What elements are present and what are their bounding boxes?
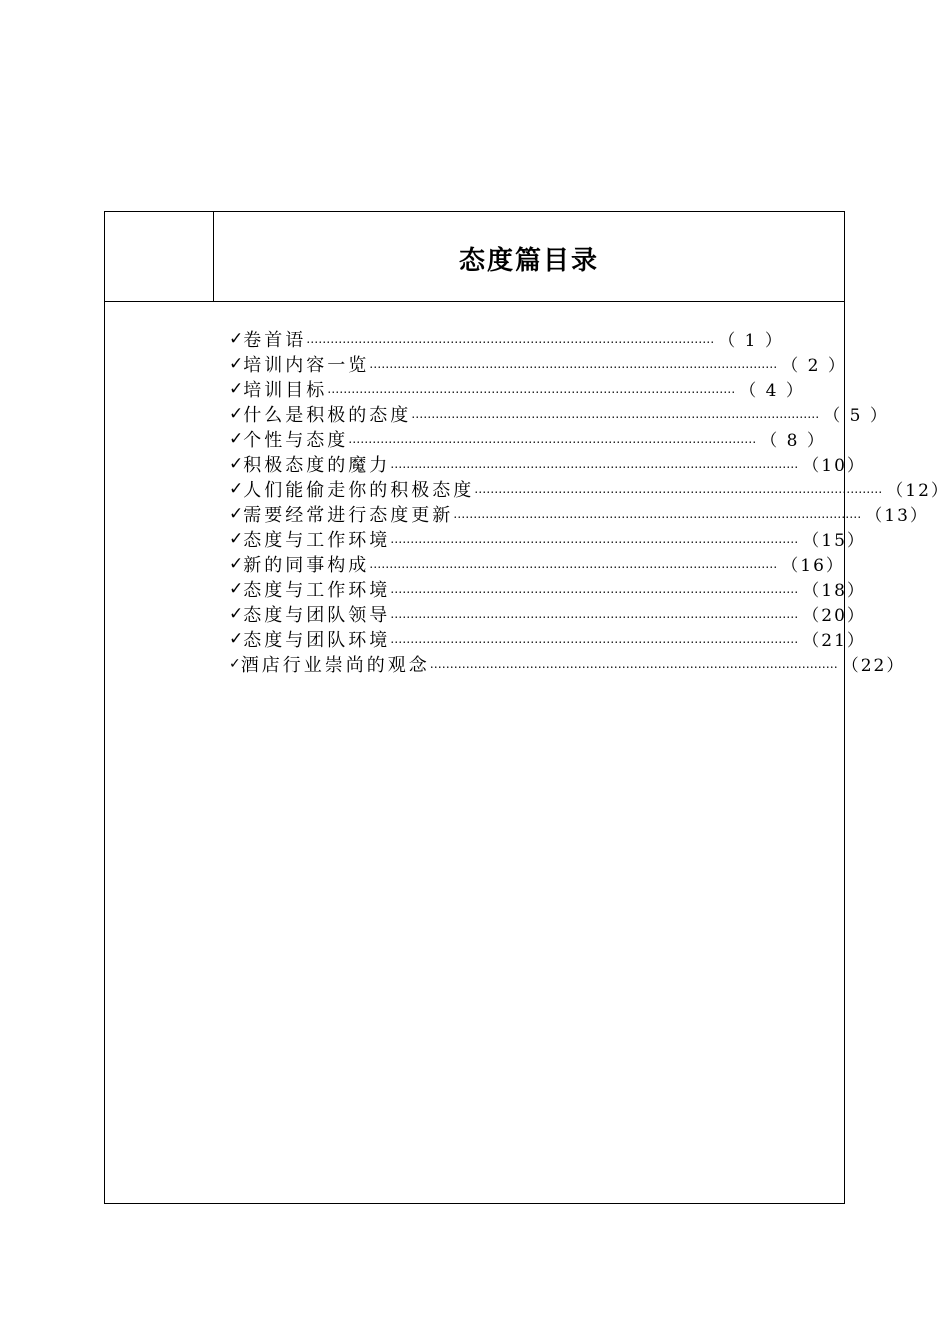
checkmark-icon: ✓ (229, 553, 244, 574)
toc-page-number: （21） (802, 631, 866, 651)
toc-page-number: （16） (781, 556, 845, 576)
toc-page-number: （ 8 ） (760, 431, 826, 451)
toc-page-number: （12） (886, 481, 950, 501)
toc-entry-title: 态度与工作环境 (243, 529, 391, 551)
toc-entry[interactable] (229, 376, 805, 401)
toc-page-number: （22） (841, 656, 906, 676)
toc-page-number: （10） (802, 456, 866, 476)
toc-entry-title: 积极态度的魔力 (243, 454, 391, 476)
toc-entry-title: 培训目标 (243, 379, 328, 401)
toc-page-number: （ 1 ） (718, 331, 784, 351)
toc-dot-leader: ………………………………………………………………………………………… (390, 581, 799, 596)
toc-entry-title: 态度与团队领导 (243, 604, 391, 626)
page-title: 态度篇目录 (458, 246, 599, 276)
checkmark-icon: ✓ (229, 428, 244, 449)
toc-page-number: （15） (802, 531, 866, 551)
toc-entry[interactable] (229, 626, 866, 651)
toc-page-number: （13） (865, 506, 929, 526)
toc-entry-title: 酒店行业崇尚的观念 (240, 654, 430, 676)
toc-dot-leader: ………………………………………………………………………………………… (390, 456, 799, 471)
toc-dot-leader: ………………………………………………………………………………………… (390, 606, 799, 621)
toc-entry[interactable] (229, 451, 866, 476)
toc-entry-title: 卷首语 (243, 329, 307, 351)
toc-entry-title: 什么是积极的态度 (243, 404, 412, 426)
toc-page-number: （ 4 ） (739, 381, 805, 401)
toc-entry[interactable] (229, 551, 845, 576)
toc-dot-leader: ………………………………………………………………………………………… (429, 656, 838, 671)
toc-entry-title: 个性与态度 (243, 429, 349, 451)
checkmark-icon: ✓ (229, 403, 244, 424)
checkmark-icon: ✓ (229, 353, 244, 374)
toc-dot-leader: ………………………………………………………………………………………… (411, 406, 820, 421)
checkmark-icon: ✓ (229, 603, 244, 624)
header-row (105, 212, 844, 302)
toc-page-number: （ 2 ） (781, 356, 847, 376)
toc-entry[interactable] (229, 601, 866, 626)
toc-entry[interactable] (229, 401, 889, 426)
checkmark-icon: ✓ (229, 478, 244, 499)
toc-entry-title: 态度与团队环境 (243, 629, 391, 651)
toc-page-number: （18） (802, 581, 866, 601)
document-frame (104, 211, 950, 1204)
toc-entry[interactable] (229, 351, 847, 376)
toc-entry-title: 需要经常进行态度更新 (243, 504, 454, 526)
checkmark-icon: ✓ (229, 503, 244, 524)
toc-entry-title: 态度与工作环境 (243, 579, 391, 601)
toc-dot-leader: ………………………………………………………………………………………… (474, 481, 883, 496)
toc-dot-leader: ………………………………………………………………………………………… (369, 556, 778, 571)
toc-dot-leader: ………………………………………………………………………………………… (390, 531, 799, 546)
toc-entry[interactable] (229, 501, 929, 526)
toc-entry-title: 人们能偷走你的积极态度 (243, 479, 475, 501)
checkmark-icon: ✓ (229, 655, 241, 672)
checkmark-icon: ✓ (229, 453, 244, 474)
toc-page-number: （ 5 ） (823, 406, 889, 426)
toc-entry[interactable] (229, 651, 906, 676)
toc-dot-leader: ………………………………………………………………………………………… (327, 381, 736, 396)
toc-entry[interactable] (229, 576, 866, 601)
toc-dot-leader: ………………………………………………………………………………………… (369, 356, 778, 371)
toc-dot-leader: ………………………………………………………………………………………… (306, 331, 715, 346)
checkmark-icon: ✓ (229, 528, 244, 549)
toc-dot-leader: ………………………………………………………………………………………… (390, 631, 799, 646)
toc-entry-title: 培训内容一览 (243, 354, 370, 376)
toc-entry-title: 新的同事构成 (243, 554, 370, 576)
toc-entry[interactable] (229, 426, 826, 451)
toc-page-number: （20） (802, 606, 866, 626)
table-of-contents (229, 326, 950, 676)
checkmark-icon: ✓ (229, 378, 244, 399)
toc-entry[interactable] (229, 476, 950, 501)
toc-entry[interactable] (229, 326, 784, 351)
toc-dot-leader: ………………………………………………………………………………………… (348, 431, 757, 446)
toc-entry[interactable] (229, 526, 866, 551)
toc-dot-leader: ………………………………………………………………………………………… (453, 506, 862, 521)
header-empty-cell (105, 212, 214, 301)
checkmark-icon: ✓ (229, 578, 244, 599)
checkmark-icon: ✓ (229, 328, 244, 349)
checkmark-icon: ✓ (229, 628, 244, 649)
